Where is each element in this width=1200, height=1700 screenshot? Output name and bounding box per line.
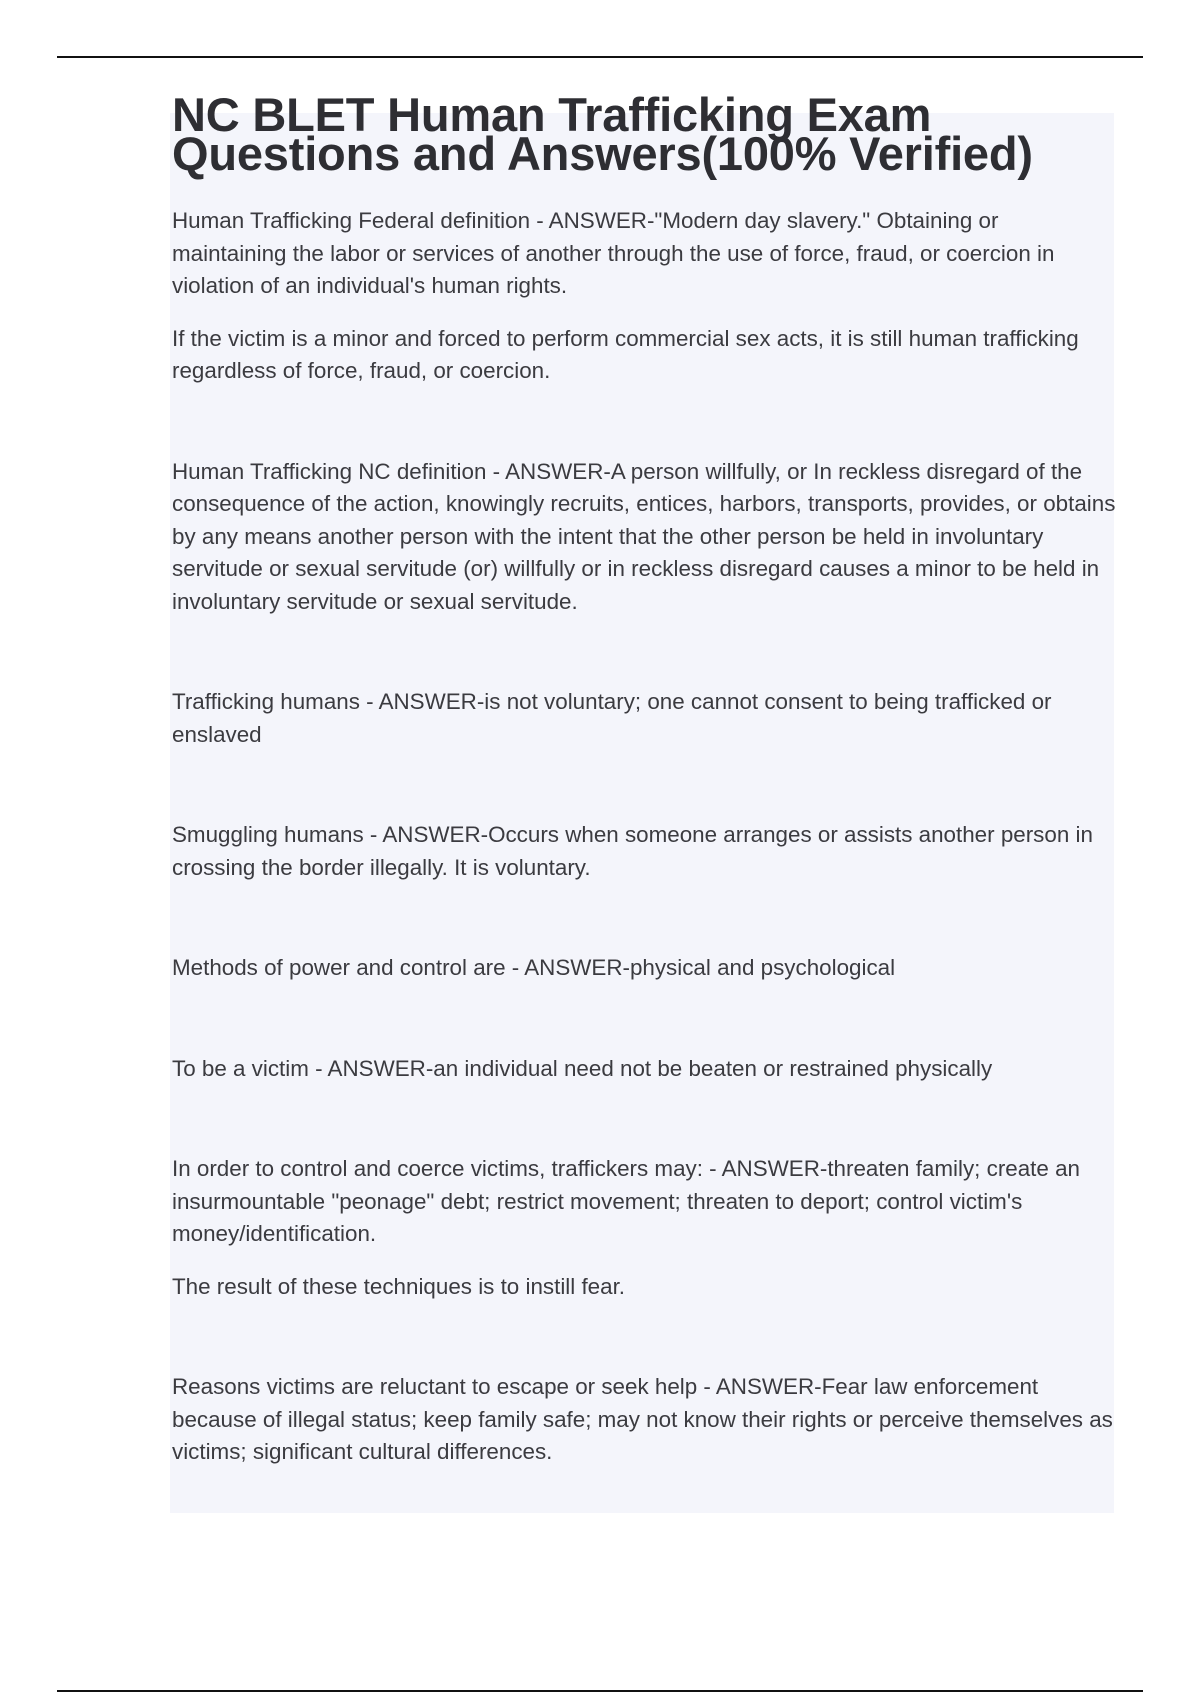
- qa-note-instill-fear: The result of these techniques is to instill fear.: [172, 1273, 626, 1299]
- qa-entry-victim: To be a victim - ANSWER-an individual need not be beaten or restrained physically: [172, 1055, 993, 1081]
- qa-entry-coerce-victims: In order to control and coerce victims, traffickers may: - ANSWER-threaten family; create an insurmountable "peonage" debt; restrict movement; threaten to deport; control victim's money/identification.: [172, 1156, 1080, 1246]
- qa-entry-smuggling-humans: Smuggling humans - ANSWER-Occurs when someone arranges or assists another person in crossing the border illegally. It is voluntary.: [172, 822, 1093, 880]
- qa-entry-federal-definition: Human Trafficking Federal definition - ANSWER-"Modern day slavery." Obtaining or maintaining the labor or services of another through the use of force, fraud, or coercion in violation of an individual's human rights.: [172, 208, 1055, 298]
- qa-entry-reluctant-victims: Reasons victims are reluctant to escape or seek help - ANSWER-Fear law enforcement because of illegal status; keep family safe; may not know their rights or perceive themselves as victims; significant cultural differences.: [172, 1374, 1113, 1464]
- bottom-rule: [57, 1690, 1143, 1692]
- qa-note-minor: If the victim is a minor and forced to perform commercial sex acts, it is still human trafficking regardless of force, fraud, or coercion.: [172, 325, 1079, 383]
- qa-entry-nc-definition: Human Trafficking NC definition - ANSWER-A person willfully, or In reckless disregard of the consequence of the action, knowingly recruits, entices, harbors, transports, provides, or obtains by any means another person with the intent that the other person be held in involuntary servitude or sexual servitude (or) willfully or in reckless disregard causes a minor to be held in involuntary servitude or sexual servitude.: [172, 458, 1116, 614]
- document-title: NC BLET Human Trafficking Exam Questions and Answers(100% Verified): [172, 88, 1033, 180]
- qa-entry-trafficking-humans: Trafficking humans - ANSWER-is not voluntary; one cannot consent to being trafficked or enslaved: [172, 689, 1052, 747]
- top-rule: [57, 56, 1143, 58]
- qa-list: [172, 205, 1116, 1469]
- qa-entry-power-control: Methods of power and control are - ANSWER-physical and psychological: [172, 955, 896, 980]
